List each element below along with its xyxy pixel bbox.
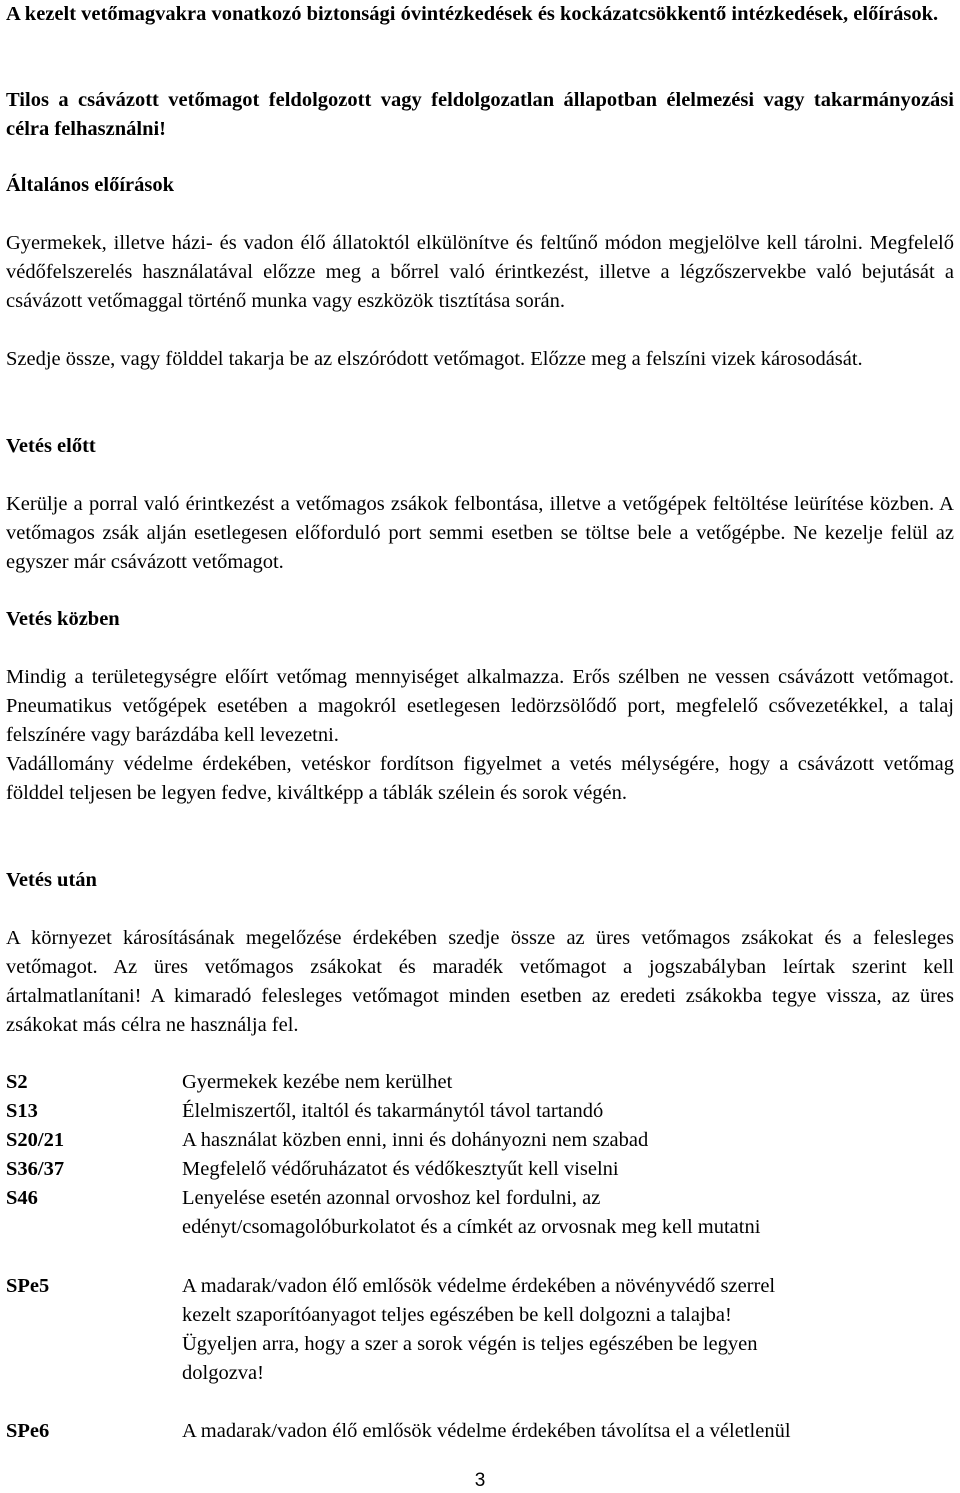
page-number: 3 bbox=[474, 1470, 486, 1491]
safety-phrase-text: Megfelelő védőruházatot és védőkesztyűt kell viselni bbox=[182, 1158, 619, 1180]
document-title: A kezelt vetőmagvakra vonatkozó biztonsági óvintézkedések és kockázatcsökkentő intézkedések, előírások. bbox=[6, 3, 939, 25]
safety-phrase-code: S2 bbox=[6, 1071, 28, 1093]
heading-after-sowing: Vetés után bbox=[6, 869, 97, 891]
safety-phrase-text: Élelmiszertől, italtól és takarmánytól távol tartandó bbox=[182, 1100, 604, 1122]
paragraph-general-spill: Szedje össze, vagy földdel takarja be az elszóródott vetőmagot. Előzze meg a felszíni vizek károsodását. bbox=[6, 348, 863, 370]
safety-phrase-text: edényt/csomagolóburkolatot és a címkét az orvosnak meg kell mutatni bbox=[182, 1216, 761, 1238]
safety-phrase-text: kezelt szaporítóanyagot teljes egészében be kell dolgozni a talajba! bbox=[182, 1304, 732, 1326]
safety-phrase-text: A madarak/vadon élő emlősök védelme érdekében távolítsa el a véletlenül bbox=[182, 1420, 791, 1442]
safety-phrase-code: SPe5 bbox=[6, 1275, 50, 1297]
paragraph-during-sowing-1: Mindig a területegységre előírt vetőmag mennyiséget alkalmazza. Erős szélben ne vessen csávázott vetőmagot. Pneumatikus vetőgépek esetében a magokról esetlegesen ledörzsölődő port, megfelelő csővezetékkel, a talaj felszínére vagy barázdába kell levezetni. bbox=[6, 666, 954, 746]
warning-text: Tilos a csávázott vetőmagot feldolgozott vagy feldolgozatlan állapotban élelmezési vagy takarmányozási célra felhasználni! bbox=[6, 89, 954, 140]
safety-phrase-code: S36/37 bbox=[6, 1158, 65, 1180]
heading-general: Általános előírások bbox=[6, 174, 174, 196]
safety-phrase-text: Gyermekek kezébe nem kerülhet bbox=[182, 1071, 453, 1093]
paragraph-general-storage bbox=[6, 229, 954, 316]
heading-before-sowing: Vetés előtt bbox=[6, 435, 96, 457]
safety-phrase-text: A madarak/vadon élő emlősök védelme érdekében a növényvédő szerrel bbox=[182, 1275, 776, 1297]
paragraph-during-sowing-2: Vadállomány védelme érdekében, vetéskor fordítson figyelmet a vetés mélységére, hogy a csávázott vetőmag földdel teljesen be legyen fedve, kiváltképp a táblák szélein és sorok végén. bbox=[6, 753, 954, 804]
safety-phrase-code: S13 bbox=[6, 1100, 38, 1122]
heading-during-sowing: Vetés közben bbox=[6, 608, 120, 630]
safety-phrase-text: Lenyelése esetén azonnal orvoshoz kel fordulni, az bbox=[182, 1187, 601, 1209]
safety-phrase-text: A használat közben enni, inni és dohányozni nem szabad bbox=[182, 1129, 649, 1151]
general-protection-text: Megfelelő védőfelszerelés használatával előzze meg a bőrrel való érintkezést, illetve a légzőszervekbe való bejutását a csávázott vetőmaggal történő munka vagy eszközök tisztítása során. bbox=[6, 232, 955, 312]
safety-phrase-code: S20/21 bbox=[6, 1129, 65, 1151]
safety-phrase-text: dolgozva! bbox=[182, 1362, 264, 1384]
safety-phrase-code: SPe6 bbox=[6, 1420, 50, 1442]
safety-phrase-code: S46 bbox=[6, 1187, 38, 1209]
general-storage-text: Gyermekek, illetve házi- és vadon élő állatoktól elkülönítve és feltűnő módon megjelölve kell tárolni. bbox=[6, 232, 863, 254]
safety-phrase-text: Ügyeljen arra, hogy a szer a sorok végén is teljes egészében be legyen bbox=[182, 1333, 758, 1355]
paragraph-after-sowing: A környezet károsításának megelőzése érdekében szedje össze az üres vetőmagos zsákokat és a felesleges vetőmagot. Az üres vetőmagos zsákokat és maradék vetőmagot a jogszabályban leírtak szerint kell ártalmatlanítani! A kimaradó felesleges vetőmagot minden esetben az eredeti zsákokba tegye vissza, az üres zsákokat más célra ne használja fel. bbox=[6, 927, 954, 1036]
paragraph-before-sowing: Kerülje a porral való érintkezést a vetőmagos zsákok felbontása, illetve a vetőgépek feltöltése leürítése közben. A vetőmagos zsák alján esetlegesen előforduló port semmi esetben se töltse bele a vetőgépbe. Ne kezelje felül az egyszer már csávázott vetőmagot. bbox=[6, 493, 954, 573]
